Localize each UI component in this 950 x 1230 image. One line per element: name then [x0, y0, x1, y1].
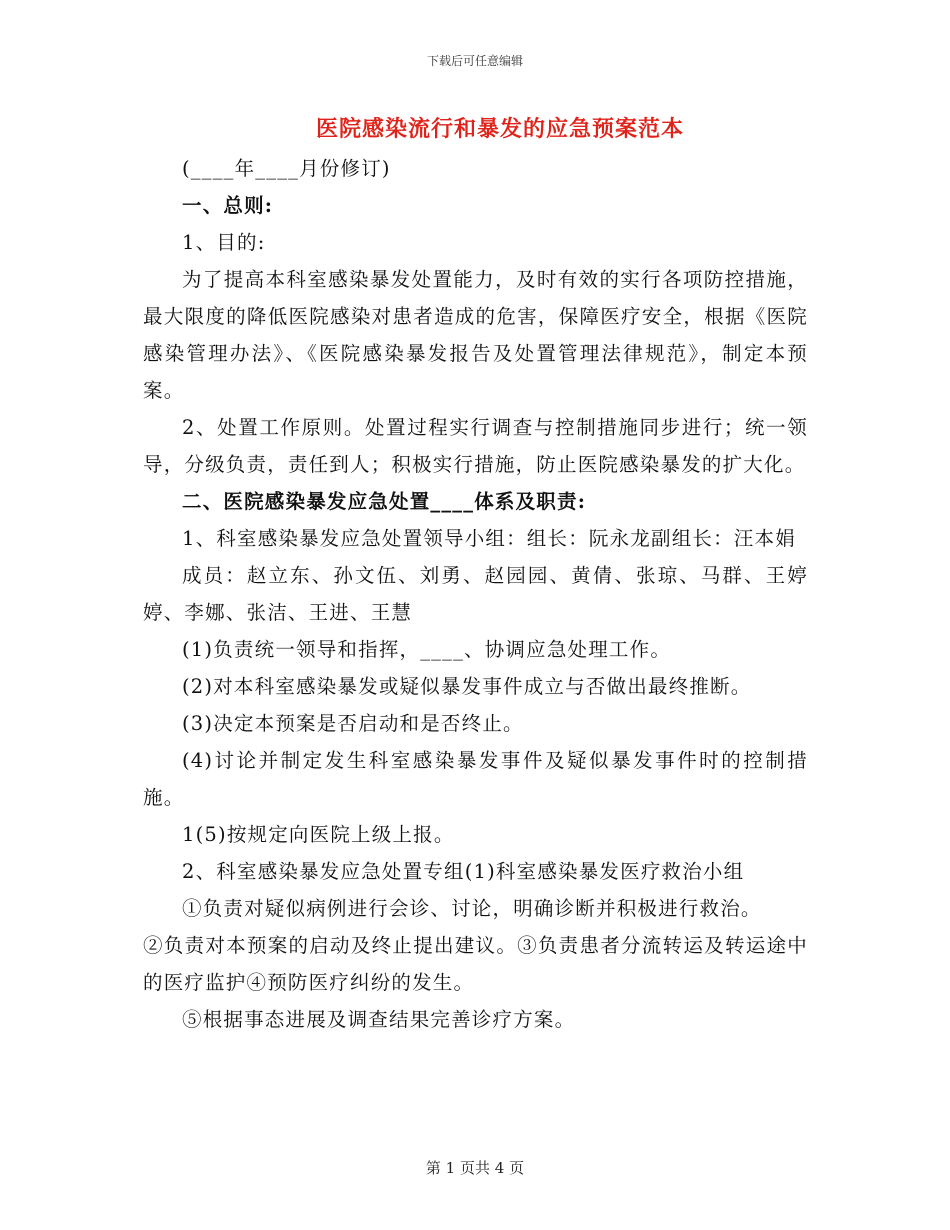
- treatment-items-2-4: ②负责对本预案的启动及终止提出建议。③负责患者分流转运及转运途中的医疗监护④预防医疗纠纷的发生。: [143, 934, 808, 994]
- paragraph-purpose: 为了提高本科室感染暴发处置能力，及时有效的实行各项防控措施，最大限度的降低医院感染对患者造成的危害，保障医疗安全，根据《医院感染管理办法》、《医院感染暴发报告及处置管理法律规范》，制定本预案。: [143, 268, 808, 402]
- duty-item-2: (2)对本科室感染暴发或疑似暴发事件成立与否做出最终推断。: [182, 675, 752, 698]
- section-heading-general: 一、总则:: [182, 194, 274, 217]
- paragraph-members: 成员：赵立东、孙文伍、刘勇、赵园园、黄倩、张琼、马群、王婷婷、李娜、张洁、王进、王慧: [143, 564, 808, 624]
- document-title: 医院感染流行和暴发的应急预案范本: [315, 116, 684, 142]
- paragraph-principles: 2、处置工作原则。处置过程实行调查与控制措施同步进行；统一领导，分级负责，责任到人；积极实行措施，防止医院感染暴发的扩大化。: [143, 416, 808, 476]
- document-body: [143, 150, 808, 1038]
- revision-note: (____年____月份修订): [182, 157, 391, 180]
- duty-item-4: (4)讨论并制定发生科室感染暴发事件及疑似暴发事件时的控制措施。: [143, 749, 808, 809]
- paragraph-special-groups: 2、科室感染暴发应急处置专组(1)科室感染暴发医疗救治小组: [182, 860, 745, 883]
- duty-item-5: 1(5)按规定向医院上级上报。: [182, 823, 455, 846]
- header-note: 下载后可任意编辑: [426, 54, 523, 68]
- treatment-item-5: ⑤根据事态进展及调查结果完善诊疗方案。: [182, 1008, 576, 1031]
- section-heading-organization: 二、医院感染暴发应急处置____体系及职责:: [182, 490, 587, 513]
- paragraph-leadership-group: 1、科室感染暴发应急处置领导小组：组长：阮永龙副组长：汪本娟: [182, 527, 796, 550]
- duty-item-1: (1)负责统一领导和指挥，____、协调应急处理工作。: [182, 638, 672, 661]
- page-number-footer: 第 1 页共 4 页: [425, 1159, 525, 1177]
- treatment-item-1: ①负责对疑似病例进行会诊、讨论，明确诊断并积极进行救治。: [182, 897, 762, 920]
- duty-item-3: (3)决定本预案是否启动和是否终止。: [182, 712, 524, 735]
- subheading-purpose: 1、目的:: [182, 231, 266, 254]
